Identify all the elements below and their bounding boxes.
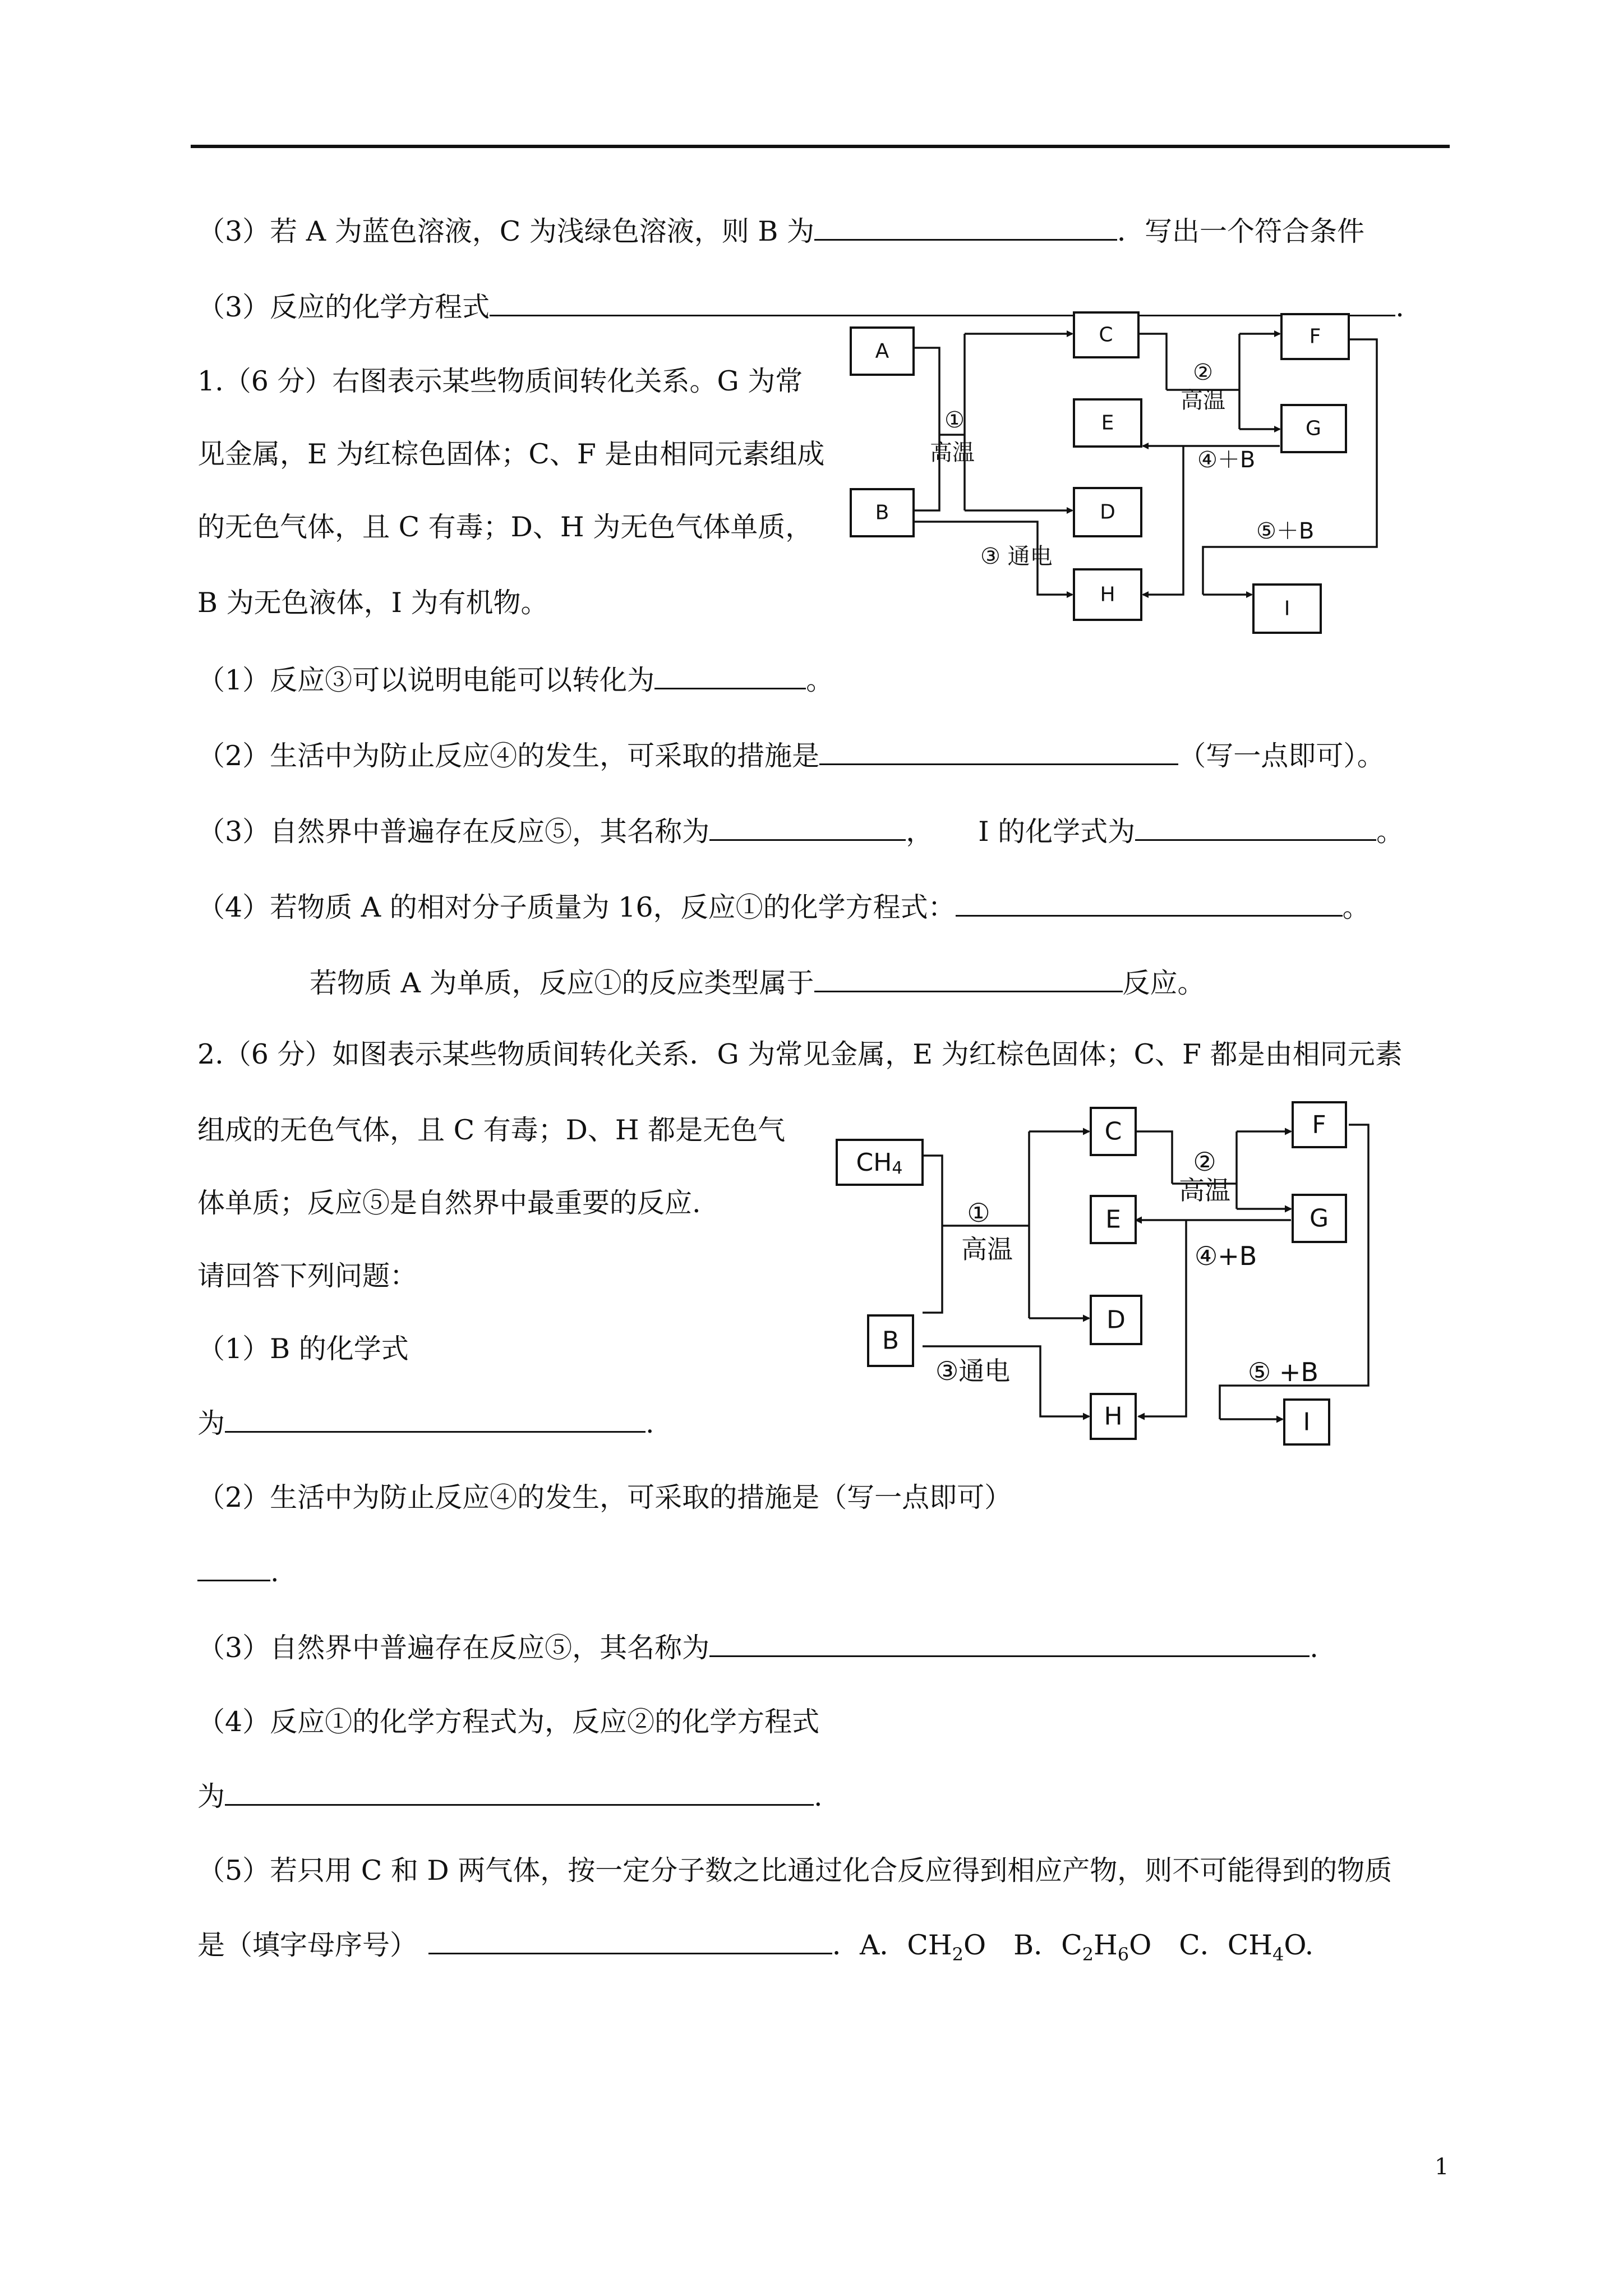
- text: （写一点即可）。: [1178, 740, 1385, 772]
- text: 反应。: [1122, 967, 1205, 999]
- node-label: F: [1312, 1110, 1326, 1139]
- connector: [914, 348, 939, 510]
- answer-blank[interactable]: [709, 813, 906, 841]
- q1-intro-line: 的无色气体，且 C 有毒；D、H 为无色气体单质，: [197, 511, 813, 543]
- text: （1）反应③可以说明电能可以转化为: [197, 664, 655, 696]
- node-label: C: [1099, 323, 1113, 347]
- q2-part5-line2: [197, 1927, 1313, 1971]
- node-label: B: [875, 501, 889, 524]
- node-label: A: [875, 339, 889, 363]
- q2-intro-line: 2.（6 分）如图表示某些物质间转化关系．G 为常见金属，E 为红棕色固体；C、F 都是由相同元素: [197, 1038, 1403, 1070]
- text: （3）若 A 为蓝色溶液，C 为浅绿色溶液，则 B 为: [197, 215, 814, 247]
- answer-blank[interactable]: [956, 889, 1343, 917]
- q1-intro-line: B 为无色液体，I 为有机物。: [197, 587, 548, 619]
- reaction-5-label: ⑤ +B: [1248, 1357, 1318, 1387]
- page-number: 1: [1435, 2154, 1449, 2180]
- text: （2）生活中为防止反应④的发生，可采取的措施是: [197, 740, 820, 772]
- text: 为: [197, 1407, 225, 1439]
- answer-blank[interactable]: [428, 1927, 832, 1954]
- arrow-h-to-e: [1138, 1220, 1186, 1416]
- q2-part1-line2: [197, 1405, 654, 1441]
- reaction-1-number: ①: [967, 1198, 990, 1228]
- text: 。: [1376, 816, 1404, 848]
- text: 。: [1342, 891, 1370, 923]
- answer-blank[interactable]: [709, 1630, 1310, 1657]
- q1-part4: [197, 889, 1370, 924]
- text: O B．C: [963, 1929, 1082, 1961]
- reaction-3-label: ③通电: [935, 1356, 1011, 1386]
- formula-text: CH: [856, 1148, 892, 1177]
- text: .: [814, 1780, 823, 1812]
- answer-blank[interactable]: [1135, 813, 1376, 841]
- reaction-2-number: ②: [1193, 360, 1213, 385]
- answer-blank[interactable]: [225, 1405, 645, 1433]
- reaction-2-condition: 高温: [1181, 388, 1225, 413]
- subscript: 4: [1272, 1943, 1284, 1965]
- node-label: B: [882, 1326, 900, 1355]
- connector: [1138, 334, 1166, 390]
- text: .: [1310, 1632, 1318, 1664]
- q1-part5: [310, 965, 1205, 1000]
- node-label: H: [1100, 583, 1115, 606]
- answer-blank[interactable]: [814, 965, 1123, 992]
- q1-intro-line: 见金属，E 为红棕色固体；C、F 是由相同元素组成: [197, 438, 825, 470]
- text: 为: [197, 1780, 225, 1812]
- text: .: [645, 1407, 654, 1439]
- reaction-1-condition: 高温: [930, 440, 975, 466]
- node-label: E: [1105, 1205, 1121, 1234]
- header-rule: [191, 145, 1450, 148]
- node-label: G: [1306, 417, 1321, 440]
- node-label: E: [1101, 411, 1114, 435]
- answer-blank[interactable]: [819, 738, 1178, 765]
- text: I 的化学式为: [978, 816, 1136, 848]
- text: ．写出一个符合条件: [1117, 215, 1364, 247]
- q1-part1: [197, 662, 833, 697]
- q2-part4-line1: （4）反应①的化学方程式为，反应②的化学方程式: [197, 1706, 820, 1738]
- reaction-4-label: ④＋B: [1197, 447, 1256, 473]
- answer-blank[interactable]: [197, 1554, 270, 1581]
- text: ．A．CH: [832, 1929, 952, 1961]
- node-label: C: [1104, 1117, 1122, 1146]
- q2-part4-line2: [197, 1778, 823, 1814]
- text: O C．CH: [1129, 1929, 1273, 1961]
- q2-intro-line: 组成的无色气体，且 C 有毒；D、H 都是无色气: [197, 1114, 786, 1146]
- subscript: 2: [1082, 1943, 1094, 1965]
- text: 若物质 A 为单质，反应①的反应类型属于: [310, 967, 814, 999]
- answer-blank[interactable]: [814, 213, 1117, 241]
- q2-intro-line: 请回答下列问题：: [197, 1260, 418, 1292]
- text: O.: [1284, 1929, 1314, 1961]
- text: （3）自然界中普遍存在反应⑤，其名称为: [197, 1632, 710, 1664]
- text: （3）反应的化学方程式: [197, 291, 490, 323]
- answer-blank[interactable]: [225, 1778, 814, 1806]
- arrow-h-to-e: [1143, 446, 1183, 595]
- q2-part5-line1: （5）若只用 C 和 D 两气体，按一定分子数之比通过化合反应得到相应产物，则不可能得到的物质: [197, 1855, 1393, 1887]
- diagram-2: [824, 1099, 1408, 1464]
- reaction-1-condition: 高温: [961, 1234, 1013, 1264]
- subscript: 2: [952, 1943, 963, 1965]
- text: 。: [806, 664, 834, 696]
- connector: [923, 1156, 942, 1313]
- q2-part1-line1: （1）B 的化学式: [197, 1333, 409, 1365]
- text: （4）若物质 A 的相对分子质量为 16，反应①的化学方程式：: [197, 891, 956, 923]
- text: 是（填字母序号）: [197, 1929, 418, 1961]
- reaction-1-number: ①: [944, 407, 965, 433]
- reaction-3-label: ③ 通电: [980, 544, 1053, 569]
- reaction-2-number: ②: [1193, 1147, 1216, 1177]
- answer-blank[interactable]: [654, 662, 806, 689]
- q2-intro-line: 体单质；反应⑤是自然界中最重要的反应.: [197, 1187, 701, 1219]
- text: H: [1094, 1929, 1118, 1961]
- text: .: [1395, 291, 1404, 323]
- q2-part2-answer: [197, 1554, 279, 1589]
- text: （3）自然界中普遍存在反应⑤，其名称为: [197, 816, 710, 848]
- section-a-line1: [197, 213, 1364, 249]
- node-label: G: [1309, 1204, 1329, 1233]
- subscript: 6: [1117, 1943, 1129, 1965]
- q2-part2: （2）生活中为防止反应④的发生，可采取的措施是（写一点即可）: [197, 1481, 1012, 1513]
- q2-part3: [197, 1630, 1318, 1665]
- node-label: I: [1303, 1407, 1311, 1437]
- reaction-2-condition: 高温: [1179, 1175, 1230, 1205]
- node-label: H: [1104, 1402, 1123, 1431]
- reaction-5-label: ⑤＋B: [1256, 518, 1315, 544]
- node-label: D: [1106, 1305, 1126, 1335]
- node-label: I: [1284, 597, 1290, 620]
- node-label: F: [1309, 325, 1321, 348]
- text: ，: [906, 816, 934, 848]
- q1-intro-line: 1.（6 分）右图表示某些物质间转化关系。G 为常: [197, 365, 803, 397]
- diagram-1: [836, 303, 1402, 651]
- connector: [1136, 1131, 1172, 1184]
- text: .: [270, 1556, 279, 1588]
- q1-part2: [197, 738, 1385, 773]
- formula-subscript: 4: [892, 1158, 903, 1178]
- q1-part3: [197, 813, 1404, 849]
- reaction-4-label: ④+B: [1195, 1241, 1257, 1271]
- node-label: D: [1100, 500, 1115, 524]
